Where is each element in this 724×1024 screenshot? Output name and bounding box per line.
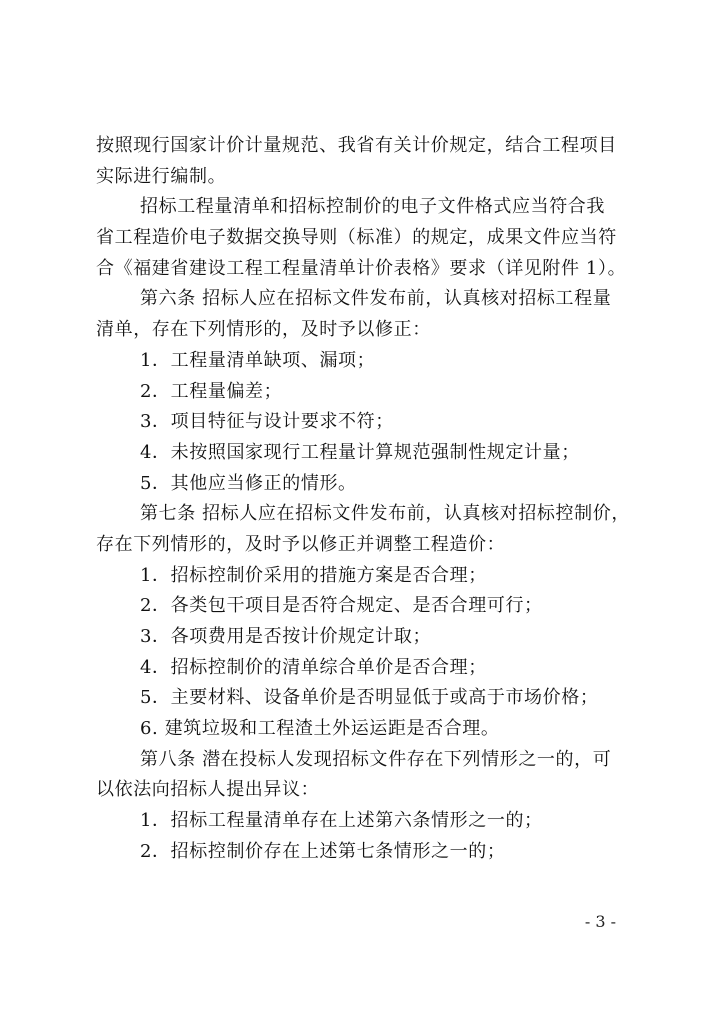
list-item: 3．各项费用是否按计价规定计取；	[140, 626, 432, 647]
list-item: 1．招标工程量清单存在上述第六条情形之一的；	[140, 810, 543, 832]
body-line: 实际进行编制。	[96, 165, 227, 187]
list-item: 4．未按照国家现行工程量计算规范强制性规定计量；	[140, 441, 580, 463]
list-item: 2．工程量偏差；	[140, 380, 283, 402]
body-line: 按照现行国家计价计量规范、我省有关计价规定，结合工程项目	[96, 135, 617, 156]
list-item: 2．各类包干项目是否符合规定、是否合理可行；	[140, 595, 543, 617]
body-line: 合《福建省建设工程工程量清单计价表格》要求（详见附件 1）。	[96, 257, 627, 279]
body-line: 以依法向招标人提出异议：	[96, 779, 320, 801]
article-8-heading: 第八条 潜在投标人发现招标文件存在下列情形之一的，可	[140, 748, 612, 770]
body-line: 省工程造价电子数据交换导则（标准）的规定，成果文件应当符	[96, 227, 617, 249]
document-body	[96, 131, 636, 868]
list-item: 5．其他应当修正的情形。	[140, 472, 357, 494]
article-7-heading: 第七条 招标人应在招标文件发布前，认真核对招标控制价，	[140, 503, 630, 525]
list-item: 1．工程量清单缺项、漏项；	[140, 349, 376, 371]
list-item: 2．招标控制价存在上述第七条情形之一的；	[140, 840, 506, 862]
body-line: 清单，存在下列情形的，及时予以修正：	[96, 319, 431, 341]
list-item: 3．项目特征与设计要求不符；	[140, 411, 394, 433]
article-6-heading: 第六条 招标人应在招标文件发布前，认真核对招标工程量	[140, 288, 612, 310]
list-item: 1．招标控制价采用的措施方案是否合理；	[140, 564, 487, 586]
list-item: 4．招标控制价的清单综合单价是否合理；	[140, 656, 487, 678]
list-item: 6. 建筑垃圾和工程渣土外运运距是否合理。	[140, 718, 500, 740]
list-item: 5．主要材料、设备单价是否明显低于或高于市场价格；	[140, 687, 599, 709]
body-line: 招标工程量清单和招标控制价的电子文件格式应当符合我	[140, 196, 605, 218]
body-line: 存在下列情形的，及时予以修正并调整工程造价：	[96, 533, 506, 555]
page-number: - 3 -	[584, 912, 616, 931]
